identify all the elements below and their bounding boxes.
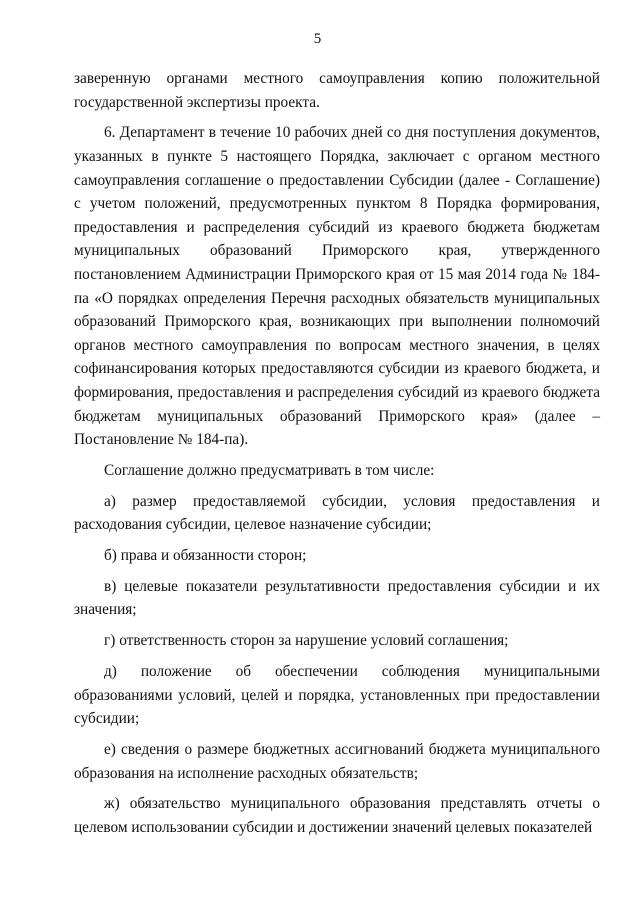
paragraph-item-6: 6. Департамент в течение 10 рабочих дней со дня поступления документов, указанных в пункте 5 настоящего Порядка, заключает с органом местного самоуправления соглашение о предоставлении Субсидии (далее - Соглашение) с учетом положений, предусмотренных пунктом 8 Порядка формирования, предоставления и распределения субсидий из краевого бюджета бюджетам муниципальных образований Приморского края, утвержденного постановлением Администрации Приморского края от 15 мая 2014 года № 184-па «О порядках определения Перечня расходных обязательств муниципальных образований Приморского края, возникающих при выполнении полномочий органов местного самоуправления по вопросам местного значения, в целях софинансирования которых предоставляются субсидии из краевого бюджета, и формирования, предоставления и распределения субсидий из краевого бюджета бюджетам муниципальных образований Приморского края» (далее – Постановление № 184-па). [74, 124, 600, 449]
list-item-d: д) положение об обеспечении соблюдения муниципальными образованиями условий, целей и порядка, установленных при предоставлении субсидии; [74, 662, 600, 728]
paragraph-expertise-copy: заверенную органами местного самоуправления копию положительной государственной экспертизы проекта. [74, 70, 600, 111]
list-item-zh: ж) обязательство муниципального образования представлять отчеты о целевом использовании субсидии и достижении значений целевых показателей [74, 795, 600, 836]
document-body [74, 67, 600, 845]
list-item-g: г) ответственность сторон за нарушение условий соглашения; [104, 632, 509, 650]
list-item-e: е) сведения о размере бюджетных ассигнований бюджета муниципального образования на исполнение расходных обязательств; [74, 740, 600, 782]
paragraph-agreement-intro: Соглашение должно предусматривать в том числе: [104, 461, 435, 479]
list-item-v: в) целевые показатели результативности предоставления субсидии и их значения; [74, 577, 600, 619]
page-number: 5 [313, 31, 322, 47]
list-item-a: а) размер предоставляемой субсидии, условия предоставления и расходования субсидии, целевое назначение субсидии; [74, 492, 600, 534]
list-item-b: б) права и обязанности сторон; [104, 547, 307, 565]
